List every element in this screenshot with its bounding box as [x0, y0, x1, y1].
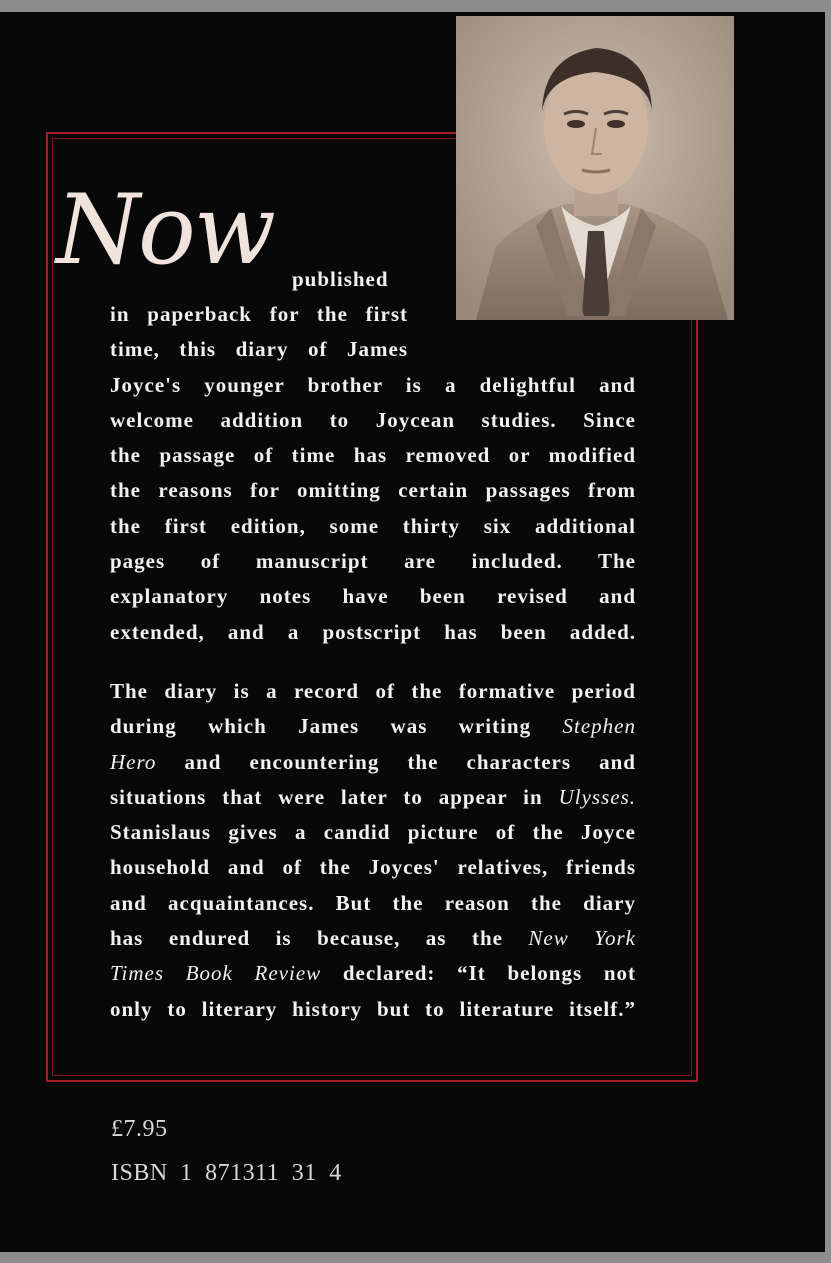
text-fragment: and encountering the characters and — [156, 749, 636, 774]
text-line — [110, 745, 636, 780]
text-line — [110, 780, 636, 815]
intro-word-now: Now — [56, 174, 274, 286]
text-fragment: situations that were later to appear in — [110, 784, 559, 809]
text-line — [110, 921, 636, 956]
text-line: time, this diary of James — [110, 337, 408, 362]
title-stephen-hero: Stephen — [562, 714, 636, 739]
text-line: The diary is a record of the formative period — [110, 679, 636, 703]
text-line: household and of the Joyces' relatives, friends — [110, 855, 636, 880]
isbn-label: ISBN 1 871311 31 4 — [111, 1160, 342, 1186]
text-fragment: declared: “It belongs not — [321, 961, 636, 986]
title-nyt-book-review: New York — [528, 926, 636, 951]
back-cover — [0, 12, 825, 1252]
text-line: the reasons for omitting certain passages from — [110, 478, 636, 503]
text-line: explanatory notes have been revised and — [110, 584, 636, 609]
text-line: Stanislaus gives a candid picture of the Joyce — [110, 820, 636, 845]
text-line: and acquaintances. But the reason the diary — [110, 890, 636, 915]
text-line: only to literary history but to literature itself.” — [110, 996, 636, 1021]
paragraph-description — [110, 674, 636, 1027]
text-line: published — [292, 267, 389, 291]
portrait-illustration — [456, 16, 734, 320]
text-line: Joyce's younger brother is a delightful and — [110, 372, 636, 397]
text-line: welcome addition to Joycean studies. Since — [110, 407, 636, 432]
paragraph-intro — [110, 297, 636, 650]
text-fragment: during which James was writing — [110, 714, 563, 739]
title-nyt-book-review-cont: Times Book Review — [110, 961, 322, 986]
text-line: pages of manuscript are included. The — [110, 549, 636, 574]
price-label: £7.95 — [111, 1116, 168, 1142]
text-line: the passage of time has removed or modified — [110, 443, 636, 468]
text-line: in paperback for the first — [110, 302, 408, 326]
text-line — [110, 956, 636, 991]
text-line: extended, and a postscript has been added. — [110, 619, 636, 644]
text-fragment: has endured is because, as the — [110, 926, 529, 951]
author-portrait-photo — [456, 16, 734, 320]
text-line: the first edition, some thirty six additional — [110, 513, 636, 538]
title-ulysses: Ulysses. — [558, 784, 636, 809]
text-line — [110, 709, 636, 744]
intro-first-word — [292, 262, 492, 297]
title-stephen-hero-cont: Hero — [110, 749, 157, 774]
